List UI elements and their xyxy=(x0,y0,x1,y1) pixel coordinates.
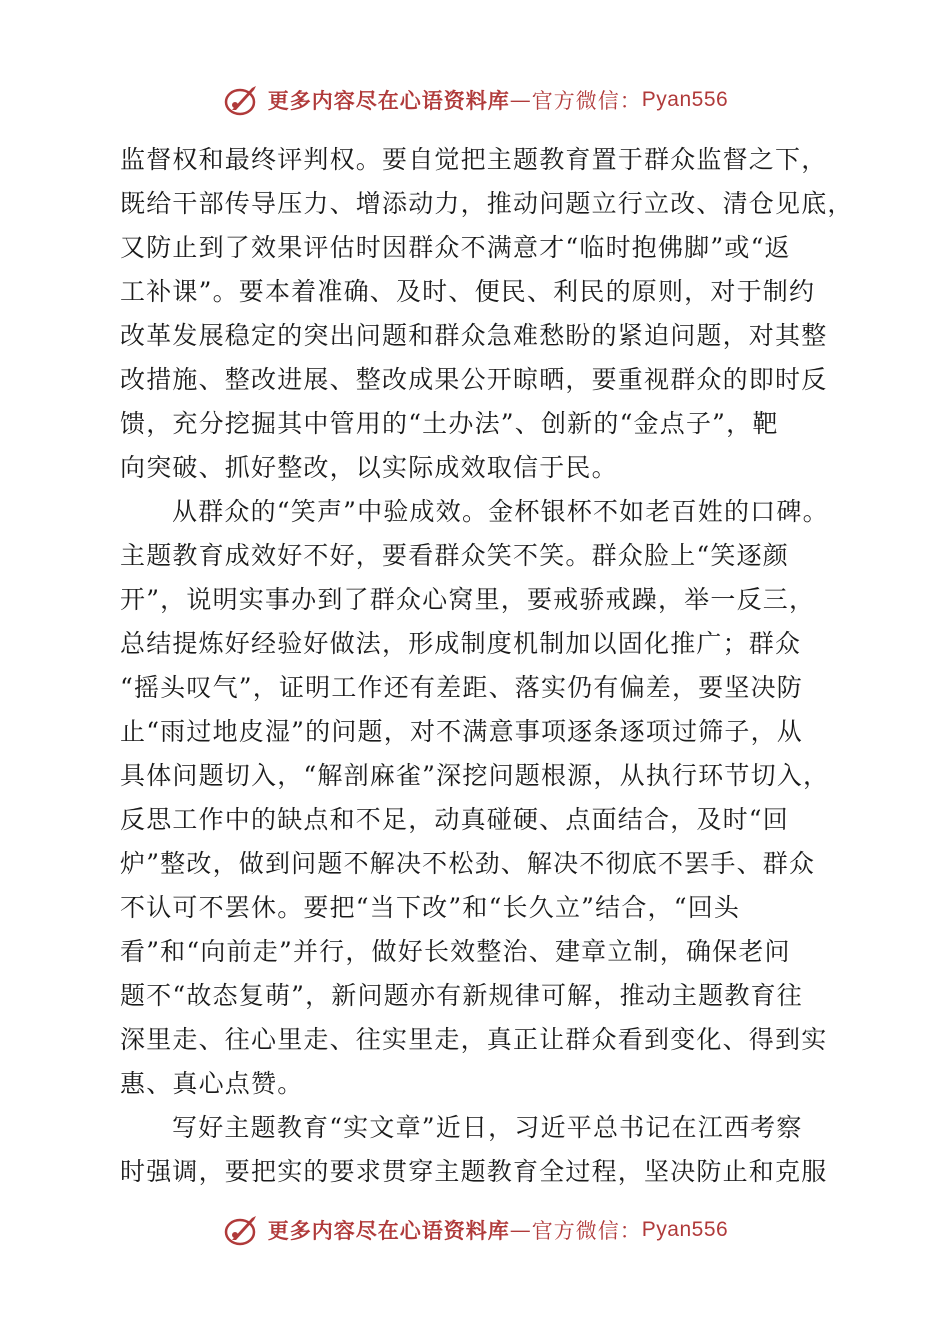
footer-watermark xyxy=(0,1210,950,1250)
text-line: 时强调，要把实的要求贯穿主题教育全过程，坚决防止和克服 xyxy=(120,1157,828,1186)
text-line: 题不“故态复萌”，新问题亦有新规律可解，推动主题教育往 xyxy=(120,981,803,1010)
text-line: 既给干部传导压力、增添动力，推动问题立行立改、清仓见底， xyxy=(120,189,854,218)
text-line: 深里走、往心里走、往实里走，真正让群众看到变化、得到实 xyxy=(120,1025,828,1054)
watermark-dash: — xyxy=(509,1218,532,1242)
text-line: 改措施、整改进展、整改成果公开晾晒，要重视群众的即时反 xyxy=(120,365,828,394)
watermark-brand-text: 更多内容尽在心语资料库 xyxy=(267,88,510,113)
document-body xyxy=(120,138,854,1194)
quill-logo-icon xyxy=(222,1210,262,1250)
text-line: 监督权和最终评判权。要自觉把主题教育置于群众监督之下， xyxy=(120,145,828,174)
header-watermark xyxy=(0,80,950,120)
text-line: 主题教育成效好不好，要看群众笑不笑。群众脸上“笑逐颜 xyxy=(120,541,789,570)
text-line: 不认可不罢休。要把“当下改”和“长久立”结合，“回头 xyxy=(120,893,741,922)
text-line: 总结提炼好经验好做法，形成制度机制加以固化推广；群众 xyxy=(120,629,802,658)
watermark-official-label: 官方微信： xyxy=(531,1219,642,1243)
text-line: 反思工作中的缺点和不足，动真碰硬、点面结合，及时“回 xyxy=(120,805,789,834)
watermark-official-label: 官方微信： xyxy=(531,89,642,113)
watermark-wechat-id: Pyan556 xyxy=(641,1218,729,1241)
text-line: 止“雨过地皮湿”的问题，对不满意事项逐条逐项过筛子，从 xyxy=(120,717,803,746)
text-line: 具体问题切入，“解剖麻雀”深挖问题根源，从执行环节切入， xyxy=(120,761,830,790)
text-line: 看”和“向前走”并行，做好长效整治、建章立制，确保老问 xyxy=(120,937,791,966)
text-line: “摇头叹气”，证明工作还有差距、落实仍有偏差，要坚决防 xyxy=(120,673,803,702)
text-line: 开”，说明实事办到了群众心窝里，要戒骄戒躁，举一反三， xyxy=(120,585,816,614)
watermark-wechat-id: Pyan556 xyxy=(641,88,729,111)
text-line: 从群众的“笑声”中验成效。金杯银杯不如老百姓的口碑。 xyxy=(172,497,829,526)
watermark-brand-text: 更多内容尽在心语资料库 xyxy=(267,1218,510,1243)
text-line: 惠、真心点赞。 xyxy=(120,1069,304,1098)
watermark-dash: — xyxy=(509,88,532,112)
quill-logo-icon xyxy=(222,80,262,120)
text-line: 又防止到了效果评估时因群众不满意才“临时抱佛脚”或“返 xyxy=(120,233,791,262)
text-line: 改革发展稳定的突出问题和群众急难愁盼的紧迫问题，对其整 xyxy=(120,321,828,350)
text-line: 写好主题教育“实文章”近日，习近平总书记在江西考察 xyxy=(172,1113,803,1142)
text-line: 馈，充分挖掘其中管用的“土办法”、创新的“金点子”，靶 xyxy=(120,409,779,438)
text-line: 炉”整改，做到问题不解决不松劲、解决不彻底不罢手、群众 xyxy=(120,849,816,878)
text-line: 向突破、抓好整改，以实际成效取信于民。 xyxy=(120,453,618,482)
text-line: 工补课”。要本着准确、及时、便民、利民的原则，对于制约 xyxy=(120,277,816,306)
